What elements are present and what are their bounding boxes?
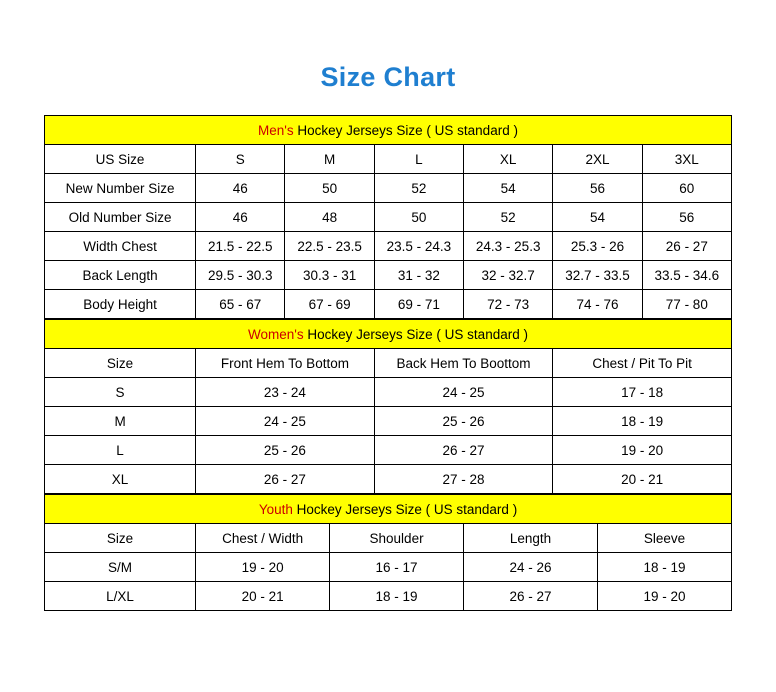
mens-row-0-val-4: 56 — [553, 174, 642, 203]
mens-row-2-val-3: 24.3 - 25.3 — [464, 232, 553, 261]
mens-row-1-val-0: 46 — [196, 203, 285, 232]
womens-row-0-val-2: 17 - 18 — [553, 378, 732, 407]
mens-row-1-label: Old Number Size — [45, 203, 196, 232]
youth-col-4: Sleeve — [597, 524, 731, 553]
womens-section-header-cell — [45, 320, 732, 349]
mens-col-5: 2XL — [553, 145, 642, 174]
mens-row-0-val-2: 52 — [374, 174, 463, 203]
table-row — [45, 232, 732, 261]
mens-row-4-val-3: 72 - 73 — [464, 290, 553, 319]
table-row — [45, 465, 732, 494]
mens-row-1-val-5: 56 — [642, 203, 731, 232]
mens-row-4-label: Body Height — [45, 290, 196, 319]
youth-row-0-val-2: 24 - 26 — [464, 553, 598, 582]
mens-row-3-label: Back Length — [45, 261, 196, 290]
youth-row-1-val-2: 26 - 27 — [464, 582, 598, 611]
youth-col-0: Size — [45, 524, 196, 553]
mens-col-6: 3XL — [642, 145, 731, 174]
womens-row-0-val-1: 24 - 25 — [374, 378, 553, 407]
mens-row-2-val-0: 21.5 - 22.5 — [196, 232, 285, 261]
womens-row-1-val-1: 25 - 26 — [374, 407, 553, 436]
youth-section-header — [45, 495, 732, 524]
mens-row-4-val-4: 74 - 76 — [553, 290, 642, 319]
womens-col-3: Chest / Pit To Pit — [553, 349, 732, 378]
youth-section-header-cell — [45, 495, 732, 524]
mens-row-0-label: New Number Size — [45, 174, 196, 203]
table-row — [45, 261, 732, 290]
mens-row-3-val-4: 32.7 - 33.5 — [553, 261, 642, 290]
youth-row-0-val-3: 18 - 19 — [597, 553, 731, 582]
youth-row-1-val-3: 19 - 20 — [597, 582, 731, 611]
womens-row-3-val-0: 26 - 27 — [196, 465, 375, 494]
size-chart-container — [44, 115, 732, 611]
youth-row-0-val-1: 16 - 17 — [330, 553, 464, 582]
mens-header-accent: Men's — [258, 122, 294, 138]
womens-row-0-label: S — [45, 378, 196, 407]
womens-row-3-label: XL — [45, 465, 196, 494]
table-row — [45, 290, 732, 319]
mens-col-0: US Size — [45, 145, 196, 174]
mens-col-1: S — [196, 145, 285, 174]
mens-row-2-val-5: 26 - 27 — [642, 232, 731, 261]
womens-row-2-val-2: 19 - 20 — [553, 436, 732, 465]
womens-row-2-val-1: 26 - 27 — [374, 436, 553, 465]
womens-row-1-val-2: 18 - 19 — [553, 407, 732, 436]
womens-col-1: Front Hem To Bottom — [196, 349, 375, 378]
mens-row-2-val-4: 25.3 - 26 — [553, 232, 642, 261]
womens-header-accent: Women's — [248, 326, 304, 342]
mens-col-3: L — [374, 145, 463, 174]
youth-column-header-row — [45, 524, 732, 553]
youth-header-rest: Hockey Jerseys Size ( US standard ) — [292, 501, 518, 517]
youth-row-0-label: S/M — [45, 553, 196, 582]
mens-row-4-val-0: 65 - 67 — [196, 290, 285, 319]
mens-row-3-val-1: 30.3 - 31 — [285, 261, 374, 290]
womens-row-3-val-1: 27 - 28 — [374, 465, 553, 494]
table-row — [45, 174, 732, 203]
mens-col-2: M — [285, 145, 374, 174]
mens-row-0-val-5: 60 — [642, 174, 731, 203]
mens-row-1-val-1: 48 — [285, 203, 374, 232]
table-row — [45, 407, 732, 436]
womens-section-header — [45, 320, 732, 349]
youth-col-3: Length — [464, 524, 598, 553]
mens-row-1-val-2: 50 — [374, 203, 463, 232]
mens-row-4-val-1: 67 - 69 — [285, 290, 374, 319]
mens-row-4-val-5: 77 - 80 — [642, 290, 731, 319]
mens-col-4: XL — [464, 145, 553, 174]
mens-row-0-val-1: 50 — [285, 174, 374, 203]
womens-row-2-val-0: 25 - 26 — [196, 436, 375, 465]
mens-row-0-val-0: 46 — [196, 174, 285, 203]
mens-row-3-val-3: 32 - 32.7 — [464, 261, 553, 290]
mens-row-2-val-1: 22.5 - 23.5 — [285, 232, 374, 261]
womens-row-2-label: L — [45, 436, 196, 465]
mens-row-3-val-2: 31 - 32 — [374, 261, 463, 290]
womens-row-1-val-0: 24 - 25 — [196, 407, 375, 436]
table-row — [45, 203, 732, 232]
mens-row-4-val-2: 69 - 71 — [374, 290, 463, 319]
womens-row-1-label: M — [45, 407, 196, 436]
mens-column-header-row — [45, 145, 732, 174]
youth-header-accent: Youth — [258, 501, 293, 517]
mens-row-0-val-3: 54 — [464, 174, 553, 203]
table-row — [45, 378, 732, 407]
youth-col-1: Chest / Width — [196, 524, 330, 553]
womens-row-3-val-2: 20 - 21 — [553, 465, 732, 494]
youth-size-table — [44, 494, 732, 611]
womens-col-0: Size — [45, 349, 196, 378]
table-row — [45, 436, 732, 465]
youth-row-1-val-0: 20 - 21 — [196, 582, 330, 611]
mens-size-table — [44, 115, 732, 319]
mens-section-header — [45, 116, 732, 145]
mens-row-2-label: Width Chest — [45, 232, 196, 261]
table-row — [45, 553, 732, 582]
mens-row-1-val-3: 52 — [464, 203, 553, 232]
mens-row-3-val-5: 33.5 - 34.6 — [642, 261, 731, 290]
youth-row-1-label: L/XL — [45, 582, 196, 611]
womens-column-header-row — [45, 349, 732, 378]
mens-header-rest: Hockey Jerseys Size ( US standard ) — [293, 122, 518, 138]
womens-header-rest: Hockey Jerseys Size ( US standard ) — [303, 326, 528, 342]
youth-row-1-val-1: 18 - 19 — [330, 582, 464, 611]
page-title: Size Chart — [320, 62, 456, 92]
womens-row-0-val-0: 23 - 24 — [196, 378, 375, 407]
mens-row-3-val-0: 29.5 - 30.3 — [196, 261, 285, 290]
youth-col-2: Shoulder — [330, 524, 464, 553]
youth-row-0-val-0: 19 - 20 — [196, 553, 330, 582]
womens-size-table — [44, 319, 732, 494]
mens-section-header-cell — [45, 116, 732, 145]
mens-row-1-val-4: 54 — [553, 203, 642, 232]
mens-row-2-val-2: 23.5 - 24.3 — [374, 232, 463, 261]
table-row — [45, 582, 732, 611]
womens-col-2: Back Hem To Boottom — [374, 349, 553, 378]
